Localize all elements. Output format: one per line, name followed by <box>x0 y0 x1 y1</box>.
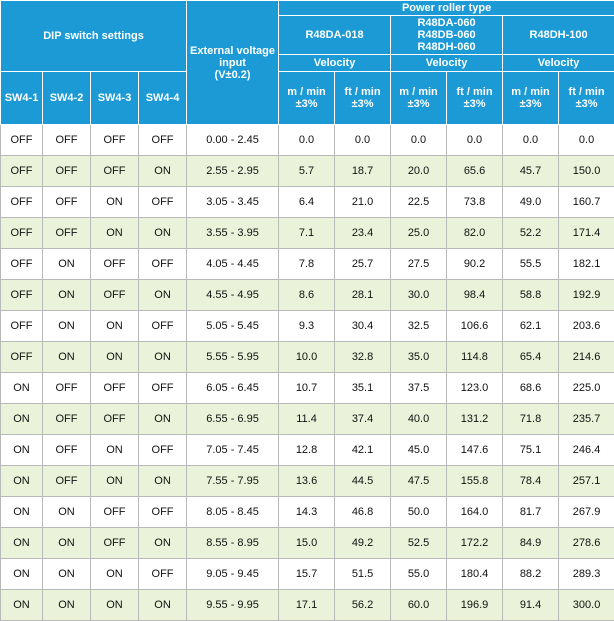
switch-column-header <box>43 72 91 125</box>
unit-label: ft / min <box>569 86 605 98</box>
switch-label: SW4-4 <box>146 92 180 104</box>
velocity-label: Velocity <box>314 57 356 69</box>
velocity-value-cell: 82.0 <box>447 218 503 249</box>
velocity-value-cell: 123.0 <box>447 373 503 404</box>
velocity-value-cell: 30.0 <box>391 280 447 311</box>
switch-state-cell: ON <box>1 404 43 435</box>
velocity-value-cell: 37.5 <box>391 373 447 404</box>
switch-state-cell: OFF <box>1 280 43 311</box>
switch-state-cell: ON <box>1 559 43 590</box>
unit-header <box>335 72 391 125</box>
tolerance-label: ±3% <box>296 98 318 110</box>
switch-state-cell: ON <box>139 528 187 559</box>
switch-state-cell: OFF <box>139 187 187 218</box>
unit-header <box>447 72 503 125</box>
switch-state-cell: OFF <box>1 156 43 187</box>
external-voltage-label-line3: (V±0.2) <box>215 69 251 81</box>
switch-state-cell: ON <box>139 156 187 187</box>
velocity-value-cell: 5.7 <box>279 156 335 187</box>
switch-state-cell: ON <box>91 311 139 342</box>
switch-label: SW4-2 <box>50 92 84 104</box>
velocity-header <box>503 55 614 72</box>
velocity-value-cell: 192.9 <box>559 280 614 311</box>
unit-header <box>503 72 559 125</box>
velocity-value-cell: 71.8 <box>503 404 559 435</box>
velocity-value-cell: 196.9 <box>447 590 503 621</box>
velocity-value-cell: 35.1 <box>335 373 391 404</box>
switch-state-cell: ON <box>91 342 139 373</box>
voltage-range-cell: 6.05 - 6.45 <box>187 373 279 404</box>
switch-state-cell: OFF <box>139 125 187 156</box>
velocity-value-cell: 214.6 <box>559 342 614 373</box>
voltage-range-cell: 8.55 - 8.95 <box>187 528 279 559</box>
external-voltage-label-line1: External voltage <box>190 45 275 57</box>
model-name: R48DA-060 <box>417 17 475 29</box>
switch-state-cell: ON <box>139 466 187 497</box>
table-row <box>1 497 614 528</box>
velocity-value-cell: 0.0 <box>447 125 503 156</box>
switch-state-cell: OFF <box>1 311 43 342</box>
switch-state-cell: OFF <box>91 249 139 280</box>
table-row <box>1 559 614 590</box>
velocity-value-cell: 25.0 <box>391 218 447 249</box>
tolerance-label: ±3% <box>408 98 430 110</box>
voltage-range-cell: 5.55 - 5.95 <box>187 342 279 373</box>
velocity-value-cell: 60.0 <box>391 590 447 621</box>
model-header <box>503 16 614 55</box>
model-name: R48DH-100 <box>530 29 588 41</box>
velocity-value-cell: 98.4 <box>447 280 503 311</box>
velocity-value-cell: 10.7 <box>279 373 335 404</box>
switch-state-cell: OFF <box>1 125 43 156</box>
velocity-label: Velocity <box>538 57 580 69</box>
switch-state-cell: OFF <box>43 156 91 187</box>
velocity-value-cell: 23.4 <box>335 218 391 249</box>
velocity-value-cell: 289.3 <box>559 559 614 590</box>
table-body <box>1 125 614 621</box>
table-row <box>1 528 614 559</box>
switch-state-cell: ON <box>43 249 91 280</box>
switch-state-cell: ON <box>43 497 91 528</box>
velocity-value-cell: 7.8 <box>279 249 335 280</box>
velocity-value-cell: 11.4 <box>279 404 335 435</box>
velocity-value-cell: 257.1 <box>559 466 614 497</box>
velocity-value-cell: 20.0 <box>391 156 447 187</box>
velocity-value-cell: 58.8 <box>503 280 559 311</box>
velocity-value-cell: 32.5 <box>391 311 447 342</box>
velocity-value-cell: 6.4 <box>279 187 335 218</box>
velocity-value-cell: 246.4 <box>559 435 614 466</box>
velocity-value-cell: 18.7 <box>335 156 391 187</box>
switch-state-cell: ON <box>43 528 91 559</box>
switch-state-cell: ON <box>139 342 187 373</box>
switch-state-cell: OFF <box>43 466 91 497</box>
model-name: R48DA-018 <box>305 29 363 41</box>
velocity-value-cell: 49.0 <box>503 187 559 218</box>
switch-state-cell: ON <box>1 590 43 621</box>
velocity-value-cell: 68.6 <box>503 373 559 404</box>
velocity-value-cell: 32.8 <box>335 342 391 373</box>
voltage-range-cell: 9.05 - 9.45 <box>187 559 279 590</box>
switch-state-cell: ON <box>91 435 139 466</box>
power-roller-type-label: Power roller type <box>402 2 491 14</box>
voltage-range-cell: 8.05 - 8.45 <box>187 497 279 528</box>
table-row <box>1 218 614 249</box>
velocity-value-cell: 78.4 <box>503 466 559 497</box>
unit-header <box>559 72 614 125</box>
switch-state-cell: ON <box>1 435 43 466</box>
velocity-value-cell: 15.7 <box>279 559 335 590</box>
switch-state-cell: OFF <box>1 342 43 373</box>
switch-state-cell: OFF <box>139 559 187 590</box>
switch-state-cell: OFF <box>91 125 139 156</box>
table-row <box>1 125 614 156</box>
velocity-value-cell: 55.0 <box>391 559 447 590</box>
switch-state-cell: OFF <box>139 373 187 404</box>
velocity-value-cell: 0.0 <box>335 125 391 156</box>
velocity-value-cell: 225.0 <box>559 373 614 404</box>
table-row <box>1 311 614 342</box>
switch-state-cell: ON <box>139 218 187 249</box>
table-row <box>1 280 614 311</box>
voltage-range-cell: 7.55 - 7.95 <box>187 466 279 497</box>
velocity-value-cell: 42.1 <box>335 435 391 466</box>
table-row <box>1 404 614 435</box>
table-row <box>1 342 614 373</box>
velocity-value-cell: 14.3 <box>279 497 335 528</box>
switch-state-cell: OFF <box>43 435 91 466</box>
velocity-value-cell: 106.6 <box>447 311 503 342</box>
switch-label: SW4-3 <box>98 92 132 104</box>
table-row <box>1 435 614 466</box>
switch-state-cell: ON <box>91 466 139 497</box>
velocity-value-cell: 10.0 <box>279 342 335 373</box>
velocity-value-cell: 37.4 <box>335 404 391 435</box>
velocity-value-cell: 22.5 <box>391 187 447 218</box>
velocity-value-cell: 65.4 <box>503 342 559 373</box>
velocity-value-cell: 50.0 <box>391 497 447 528</box>
switch-state-cell: ON <box>1 528 43 559</box>
velocity-value-cell: 278.6 <box>559 528 614 559</box>
switch-label: SW4-1 <box>5 92 39 104</box>
model-header <box>279 16 391 55</box>
velocity-value-cell: 30.4 <box>335 311 391 342</box>
velocity-value-cell: 147.6 <box>447 435 503 466</box>
unit-label: ft / min <box>345 86 381 98</box>
switch-unit-header-row <box>1 72 614 125</box>
velocity-value-cell: 0.0 <box>503 125 559 156</box>
switch-state-cell: ON <box>139 590 187 621</box>
voltage-range-cell: 4.55 - 4.95 <box>187 280 279 311</box>
voltage-range-cell: 5.05 - 5.45 <box>187 311 279 342</box>
switch-state-cell: ON <box>139 404 187 435</box>
velocity-value-cell: 164.0 <box>447 497 503 528</box>
velocity-value-cell: 12.8 <box>279 435 335 466</box>
switch-state-cell: ON <box>43 559 91 590</box>
velocity-value-cell: 45.0 <box>391 435 447 466</box>
model-name: R48DH-060 <box>417 41 475 53</box>
table-row <box>1 466 614 497</box>
velocity-value-cell: 45.7 <box>503 156 559 187</box>
switch-state-cell: ON <box>91 218 139 249</box>
external-voltage-header <box>187 1 279 125</box>
velocity-value-cell: 49.2 <box>335 528 391 559</box>
switch-state-cell: ON <box>43 311 91 342</box>
switch-state-cell: OFF <box>91 280 139 311</box>
velocity-value-cell: 267.9 <box>559 497 614 528</box>
switch-state-cell: OFF <box>1 187 43 218</box>
velocity-value-cell: 52.2 <box>503 218 559 249</box>
velocity-label: Velocity <box>426 57 468 69</box>
unit-label: ft / min <box>457 86 493 98</box>
velocity-value-cell: 300.0 <box>559 590 614 621</box>
switch-state-cell: OFF <box>139 249 187 280</box>
unit-header <box>279 72 335 125</box>
velocity-value-cell: 235.7 <box>559 404 614 435</box>
velocity-value-cell: 131.2 <box>447 404 503 435</box>
velocity-value-cell: 155.8 <box>447 466 503 497</box>
switch-state-cell: OFF <box>1 249 43 280</box>
model-name: R48DB-060 <box>417 29 475 41</box>
unit-label: m / min <box>511 86 550 98</box>
velocity-value-cell: 182.1 <box>559 249 614 280</box>
velocity-value-cell: 0.0 <box>391 125 447 156</box>
voltage-range-cell: 2.55 - 2.95 <box>187 156 279 187</box>
switch-state-cell: ON <box>1 466 43 497</box>
switch-state-cell: OFF <box>139 497 187 528</box>
tolerance-label: ±3% <box>576 98 598 110</box>
voltage-range-cell: 9.55 - 9.95 <box>187 590 279 621</box>
velocity-value-cell: 7.1 <box>279 218 335 249</box>
model-header <box>391 16 503 55</box>
table-row <box>1 249 614 280</box>
velocity-value-cell: 171.4 <box>559 218 614 249</box>
unit-label: m / min <box>287 86 326 98</box>
switch-state-cell: ON <box>43 280 91 311</box>
switch-column-header <box>91 72 139 125</box>
voltage-range-cell: 4.05 - 4.45 <box>187 249 279 280</box>
voltage-range-cell: 3.05 - 3.45 <box>187 187 279 218</box>
velocity-value-cell: 91.4 <box>503 590 559 621</box>
unit-header <box>391 72 447 125</box>
switch-state-cell: ON <box>1 373 43 404</box>
velocity-value-cell: 28.1 <box>335 280 391 311</box>
velocity-value-cell: 150.0 <box>559 156 614 187</box>
switch-state-cell: ON <box>91 559 139 590</box>
velocity-value-cell: 160.7 <box>559 187 614 218</box>
switch-state-cell: OFF <box>139 311 187 342</box>
tolerance-label: ±3% <box>520 98 542 110</box>
voltage-range-cell: 0.00 - 2.45 <box>187 125 279 156</box>
velocity-value-cell: 62.1 <box>503 311 559 342</box>
switch-column-header <box>1 72 43 125</box>
velocity-value-cell: 21.0 <box>335 187 391 218</box>
voltage-range-cell: 7.05 - 7.45 <box>187 435 279 466</box>
velocity-value-cell: 88.2 <box>503 559 559 590</box>
velocity-value-cell: 84.9 <box>503 528 559 559</box>
velocity-value-cell: 8.6 <box>279 280 335 311</box>
velocity-value-cell: 65.6 <box>447 156 503 187</box>
velocity-value-cell: 44.5 <box>335 466 391 497</box>
velocity-value-cell: 73.8 <box>447 187 503 218</box>
velocity-value-cell: 35.0 <box>391 342 447 373</box>
table-row <box>1 590 614 621</box>
velocity-value-cell: 47.5 <box>391 466 447 497</box>
switch-state-cell: ON <box>1 497 43 528</box>
dip-switch-settings-label: DIP switch settings <box>43 30 144 42</box>
switch-state-cell: OFF <box>43 373 91 404</box>
switch-state-cell: ON <box>139 280 187 311</box>
power-roller-type-header <box>279 1 614 16</box>
velocity-value-cell: 114.8 <box>447 342 503 373</box>
external-voltage-label-line2: input <box>219 57 246 69</box>
switch-state-cell: OFF <box>43 404 91 435</box>
velocity-value-cell: 172.2 <box>447 528 503 559</box>
velocity-value-cell: 9.3 <box>279 311 335 342</box>
tolerance-label: ±3% <box>464 98 486 110</box>
switch-state-cell: OFF <box>139 435 187 466</box>
velocity-value-cell: 46.8 <box>335 497 391 528</box>
velocity-header <box>391 55 503 72</box>
velocity-value-cell: 55.5 <box>503 249 559 280</box>
velocity-value-cell: 56.2 <box>335 590 391 621</box>
velocity-value-cell: 180.4 <box>447 559 503 590</box>
velocity-value-cell: 52.5 <box>391 528 447 559</box>
velocity-value-cell: 40.0 <box>391 404 447 435</box>
velocity-value-cell: 0.0 <box>559 125 614 156</box>
voltage-range-cell: 6.55 - 6.95 <box>187 404 279 435</box>
velocity-value-cell: 81.7 <box>503 497 559 528</box>
switch-state-cell: OFF <box>91 373 139 404</box>
switch-state-cell: OFF <box>43 125 91 156</box>
velocity-value-cell: 90.2 <box>447 249 503 280</box>
table-row <box>1 373 614 404</box>
table-row <box>1 156 614 187</box>
switch-state-cell: OFF <box>43 187 91 218</box>
switch-state-cell: OFF <box>91 497 139 528</box>
switch-state-cell: ON <box>43 342 91 373</box>
switch-state-cell: OFF <box>43 218 91 249</box>
voltage-range-cell: 3.55 - 3.95 <box>187 218 279 249</box>
switch-state-cell: OFF <box>1 218 43 249</box>
velocity-value-cell: 27.5 <box>391 249 447 280</box>
switch-state-cell: ON <box>43 590 91 621</box>
velocity-value-cell: 25.7 <box>335 249 391 280</box>
velocity-header <box>279 55 391 72</box>
switch-state-cell: OFF <box>91 528 139 559</box>
switch-state-cell: ON <box>91 187 139 218</box>
switch-state-cell: ON <box>91 590 139 621</box>
velocity-value-cell: 15.0 <box>279 528 335 559</box>
switch-state-cell: OFF <box>91 156 139 187</box>
unit-label: m / min <box>399 86 438 98</box>
velocity-value-cell: 203.6 <box>559 311 614 342</box>
velocity-value-cell: 51.5 <box>335 559 391 590</box>
velocity-value-cell: 0.0 <box>279 125 335 156</box>
dip-switch-settings-header <box>1 1 187 72</box>
table-row <box>1 187 614 218</box>
tolerance-label: ±3% <box>352 98 374 110</box>
switch-column-header <box>139 72 187 125</box>
velocity-value-cell: 13.6 <box>279 466 335 497</box>
velocity-value-cell: 75.1 <box>503 435 559 466</box>
switch-state-cell: OFF <box>91 404 139 435</box>
velocity-value-cell: 17.1 <box>279 590 335 621</box>
